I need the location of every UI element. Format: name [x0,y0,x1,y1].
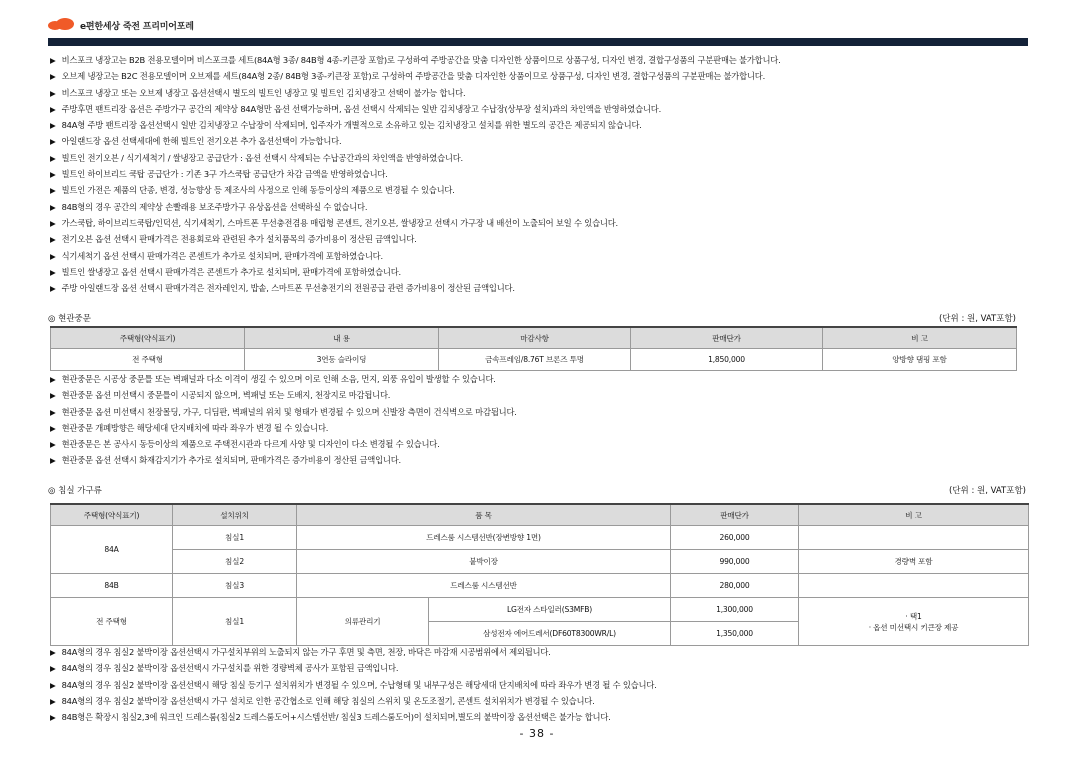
header-cell: 마감사항 [439,327,631,349]
header-cell: 주택형(약식표기) [51,504,173,526]
section-title-bedroom-furniture: ◎ 침실 가구류 [48,486,102,496]
note-item: ▶ 주방 아일랜드장 옵션 선택시 판매가격은 전자레인지, 밥솥, 스마트폰 무선충전기의 전원공급 관련 증가비용이 정산된 금액입니다. [50,280,781,296]
kitchen-notes-list [50,52,781,296]
note-item: ▶ 현관중문 옵션 미선택시 천장몰딩, 가구, 디딤판, 벽패널의 위치 및 형태가 변경될 수 있으며 신발장 측면이 건식벽으로 마감됩니다. [50,404,517,420]
brand-name: e편한세상 죽전 프리미어포레 [80,21,194,32]
table-cell: 침실3 [173,574,297,598]
table-row [51,550,1029,574]
note-item: ▶ 84A형의 경우 침실2 붙박이장 옵션선택시 가구설치를 위한 경량벽체 공사가 포함된 금액입니다. [50,660,657,676]
header-cell: 판매단가 [671,504,799,526]
table-cell: 3연동 슬라이딩 [245,349,439,371]
note-item: ▶ 전기오븐 옵션 선택시 판매가격은 전용회로와 관련된 추가 설치품목의 증가비용이 정산된 금액입니다. [50,231,781,247]
table-cell: 84A [51,526,173,574]
note-item: ▶ 오브제 냉장고는 B2C 전용모델이며 오브제를 세트(84A형 2종/ 84B형 3종-키큰장 포함)로 구성하여 주방공간을 맞춤 디자인한 상품이므로 상품구성, 디자인 변경, 결합구성품의 구분판매는 불가합니다. [50,68,781,84]
note-item: ▶ 현관중문 옵션 미선택시 중문틀이 시공되지 않으며, 벽패널 또는 도배지, 천장지로 마감됩니다. [50,387,517,403]
table-cell: LG전자 스타일러(S3MFB) [429,598,671,622]
note-item: ▶ 주방후면 팬트리장 옵션은 주방가구 공간의 제약상 84A형만 옵션 선택가능하며, 옵션 선택시 삭제되는 일반 김치냉장고 수납장(상부장 설치)과의 차인액을 반영하였습니다. [50,101,781,117]
note-item: ▶ 84A형의 경우 침실2 붙박이장 옵션선택시 해당 침실 등기구 설치위치가 변경될 수 있으며, 수납형태 및 내부구성은 해당세대 단지배치에 따라 좌우가 변경 될 수 있습니다. [50,677,657,693]
table-cell: 1,350,000 [671,622,799,646]
table-row [51,574,1029,598]
note-item: ▶ 빌트인 가전은 제품의 단종, 변경, 성능향상 등 제조사의 사정으로 인해 동등이상의 제품으로 변경될 수 있습니다. [50,182,781,198]
note-item: ▶ 현관중문 옵션 선택시 화재감지기가 추가로 설치되며, 판매가격은 증가비용이 정산된 금액입니다. [50,452,517,468]
note-item: ▶ 현관중문은 본 공사시 동등이상의 제품으로 주택전시관과 다르게 사양 및 디자인이 다소 변경될 수 있습니다. [50,436,517,452]
note-item: ▶ 식기세척기 옵션 선택시 판매가격은 콘센트가 추가로 설치되며, 판매가격에 포함하였습니다. [50,248,781,264]
table-row [51,598,1029,622]
table-header-row [51,504,1029,526]
table-header-row [51,327,1017,349]
note-item: ▶ 가스쿡탑, 하이브리드쿡탑/인덕션, 식기세척기, 스마트폰 무선충전겸용 매립형 콘센트, 전기오븐, 쌀냉장고 선택시 가구장 내 배선이 노출되어 보일 수 있습니다. [50,215,781,231]
table-cell: 드레스룸 시스템선반 [297,574,671,598]
header-cell: 설치위치 [173,504,297,526]
table-row [51,349,1017,371]
header-rule [48,38,1028,46]
header-cell: 판매단가 [631,327,823,349]
table-cell: 260,000 [671,526,799,550]
table-row [51,526,1029,550]
header-cell: 비 고 [823,327,1017,349]
table-cell: 침실1 [173,526,297,550]
entrance-door-notes-list [50,371,517,469]
note-item: ▶ 84A형의 경우 침실2 붙박이장 옵션선택시 가구 설치로 인한 공간협소로 인해 해당 침실의 스위치 및 온도조절기, 콘센트 설치위치가 변경될 수 있습니다. [50,693,657,709]
table-cell: 84B [51,574,173,598]
table-cell-note [799,598,1029,646]
section-title-entrance-door: ◎ 현관중문 [48,314,91,324]
header-cell: 주택형(약식표기) [51,327,245,349]
table-cell [799,526,1029,550]
table-cell: 경량벽 포함 [799,550,1029,574]
table-cell: 의류관리기 [297,598,429,646]
note-item: ▶ 비스포크 냉장고 또는 오브제 냉장고 옵션선택시 별도의 빌트인 냉장고 및 빌트인 김치냉장고 선택이 불가능 합니다. [50,85,781,101]
bedroom-furniture-table [50,503,1029,646]
bedroom-notes-list [50,644,657,725]
unit-label: (단위 : 원, VAT포함) [939,314,1016,324]
table-cell: 붙박이장 [297,550,671,574]
note-item: ▶ 현관중문은 시공상 중문틀 또는 벽패널과 다소 이격이 생길 수 있으며 이로 인해 소음, 먼지, 외풍 유입이 발생할 수 있습니다. [50,371,517,387]
table-cell: 990,000 [671,550,799,574]
page-header [48,16,194,34]
table-cell: 전 주택형 [51,598,173,646]
note-item: ▶ 빌트인 쌀냉장고 옵션 선택시 판매가격은 콘센트가 추가로 설치되며, 판매가격에 포함하였습니다. [50,264,781,280]
table-cell: 1,300,000 [671,598,799,622]
table-cell: 침실2 [173,550,297,574]
table-cell: 침실1 [173,598,297,646]
entrance-door-table [50,326,1017,371]
page-number: - 38 - [519,727,555,740]
brand-logo-icon [48,18,74,32]
header-cell: 품 목 [297,504,671,526]
table-cell: 1,850,000 [631,349,823,371]
header-cell: 비 고 [799,504,1029,526]
note-item: ▶ 현관중문 개폐방향은 해당세대 단지배치에 따라 좌우가 변경 될 수 있습니다. [50,420,517,436]
table-cell: 전 주택형 [51,349,245,371]
note-item: ▶ 84A형 주방 팬트리장 옵션선택시 일반 김치냉장고 수납장이 삭제되며, 입주자가 개별적으로 소유하고 있는 김치냉장고 설치를 위한 별도의 공간은 제공되지 않습니다. [50,117,781,133]
note-item: ▶ 84B형의 경우 공간의 제약상 손빨래용 보조주방가구 유상옵션을 선택하실 수 없습니다. [50,199,781,215]
note-item: ▶ 84B형은 확장시 침실2,3에 워크인 드레스룸(침실2 드레스룸도어+시스템선반/ 침실3 드레스룸도어)이 설치되며,별도의 붙박이장 옵션선택은 불가능 합니다. [50,709,657,725]
note-item: ▶ 84A형의 경우 침실2 붙박이장 옵션선택시 가구설치부위의 노출되지 않는 가구 후면 및 측면, 천장, 바닥은 마감재 시공범위에서 제외됩니다. [50,644,657,660]
table-cell: 드레스룸 시스템선반(장변방향 1면) [297,526,671,550]
table-cell: 양방향 댐핑 포함 [823,349,1017,371]
note-item: ▶ 아일랜드장 옵션 선택세대에 한해 빌트인 전기오븐 추가 옵션선택이 가능합니다. [50,133,781,149]
note-item: ▶ 비스포크 냉장고는 B2B 전용모델이며 비스포크를 세트(84A형 3종/ 84B형 4종-키큰장 포함)로 구성하여 주방공간을 맞춤 디자인한 상품이므로 상품구성, 디자인 변경, 결합구성품의 구분판매는 불가합니다. [50,52,781,68]
header-cell: 내 용 [245,327,439,349]
unit-label: (단위 : 원, VAT포함) [949,486,1026,496]
note-line: · 택1 [905,611,922,621]
note-line: · 옵션 미선택시 키큰장 제공 [868,622,959,632]
table-cell: 삼성전자 에어드레서(DF60T8300WR/L) [429,622,671,646]
note-item: ▶ 빌트인 전기오븐 / 식기세척기 / 쌀냉장고 공급단가 : 옵션 선택시 삭제되는 수납공간과의 차인액을 반영하였습니다. [50,150,781,166]
table-cell [799,574,1029,598]
table-cell: 금속프레임/8.76T 브론즈 투명 [439,349,631,371]
table-cell: 280,000 [671,574,799,598]
note-item: ▶ 빌트인 하이브리드 쿡탑 공급단가 : 기존 3구 가스쿡탑 공급단가 차감 금액을 반영하였습니다. [50,166,781,182]
